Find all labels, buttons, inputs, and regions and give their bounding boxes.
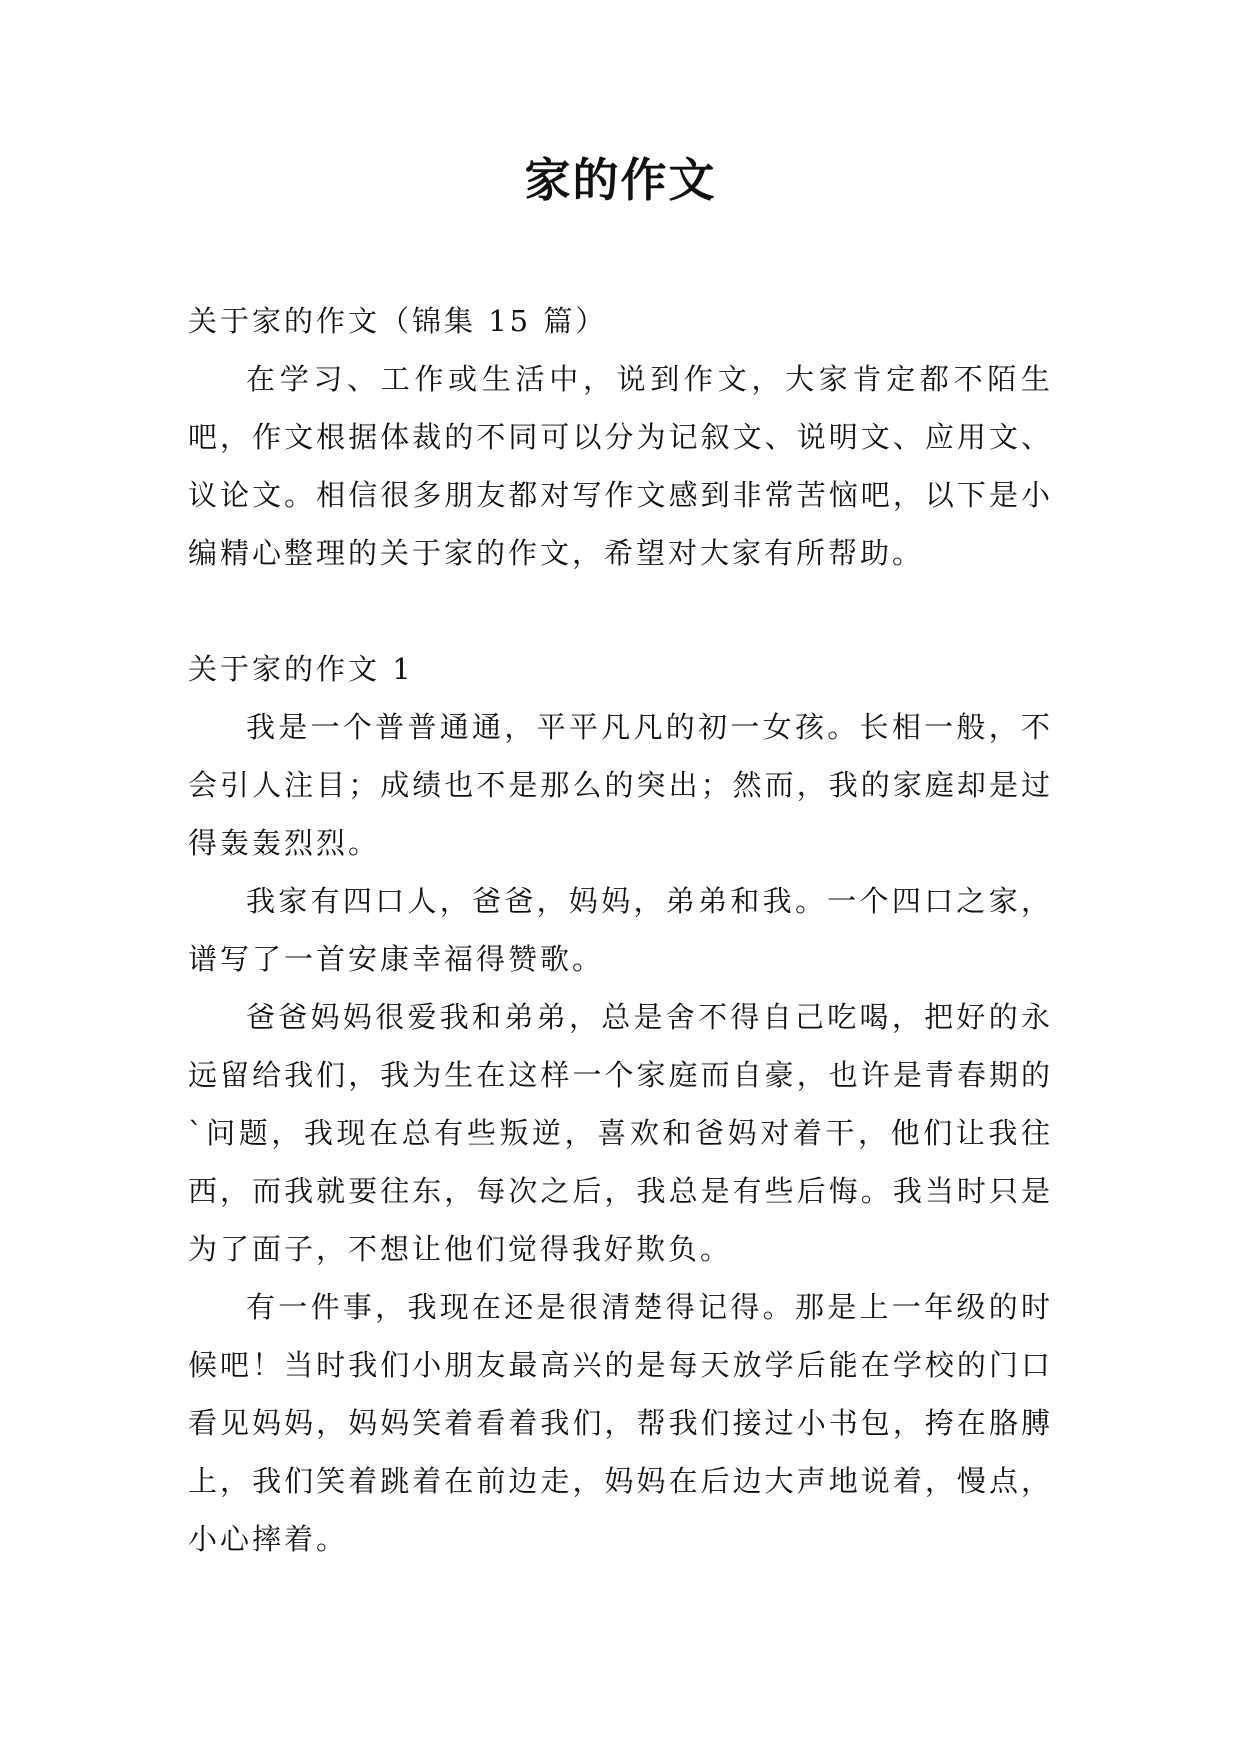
body-paragraph: 我是一个普普通通，平平凡凡的初一女孩。长相一般，不会引人注目；成绩也不是那么的突出；然而，我的家庭却是过得轰轰烈烈。 — [188, 710, 1053, 860]
body-paragraph: 爸爸妈妈很爱我和弟弟，总是舍不得自己吃喝，把好的永远留给我们，我为生在这样一个家庭而自豪，也许是青春期的`问题，我现在总有些叛逆，喜欢和爸妈对着干，他们让我往西，而我就要往东，每次之后，我总是有些后悔。我当时只是为了面子，不想让他们觉得我好欺负。 — [188, 1000, 1053, 1266]
document-body — [188, 292, 1053, 1568]
document-subtitle: 关于家的作文（锦集 15 篇） — [188, 304, 608, 338]
body-paragraph: 有一件事，我现在还是很清楚得记得。那是上一年级的时候吧！当时我们小朋友最高兴的是每天放学后能在学校的门口看见妈妈，妈妈笑着看着我们，帮我们接过小书包，挎在胳膊上，我们笑着跳着在前边走，妈妈在后边大声地说着，慢点，小心摔着。 — [188, 1290, 1053, 1556]
body-paragraph: 我家有四口人，爸爸，妈妈，弟弟和我。一个四口之家，谱写了一首安康幸福得赞歌。 — [188, 884, 1053, 976]
section-spacer — [188, 582, 1053, 640]
intro-paragraph: 在学习、工作或生活中，说到作文，大家肯定都不陌生吧，作文根据体裁的不同可以分为记叙文、说明文、应用文、议论文。相信很多朋友都对写作文感到非常苦恼吧，以下是小编精心整理的关于家的作文，希望对大家有所帮助。 — [188, 362, 1053, 570]
document-title: 家的作文 — [524, 153, 717, 207]
section-heading: 关于家的作文 1 — [188, 652, 414, 686]
